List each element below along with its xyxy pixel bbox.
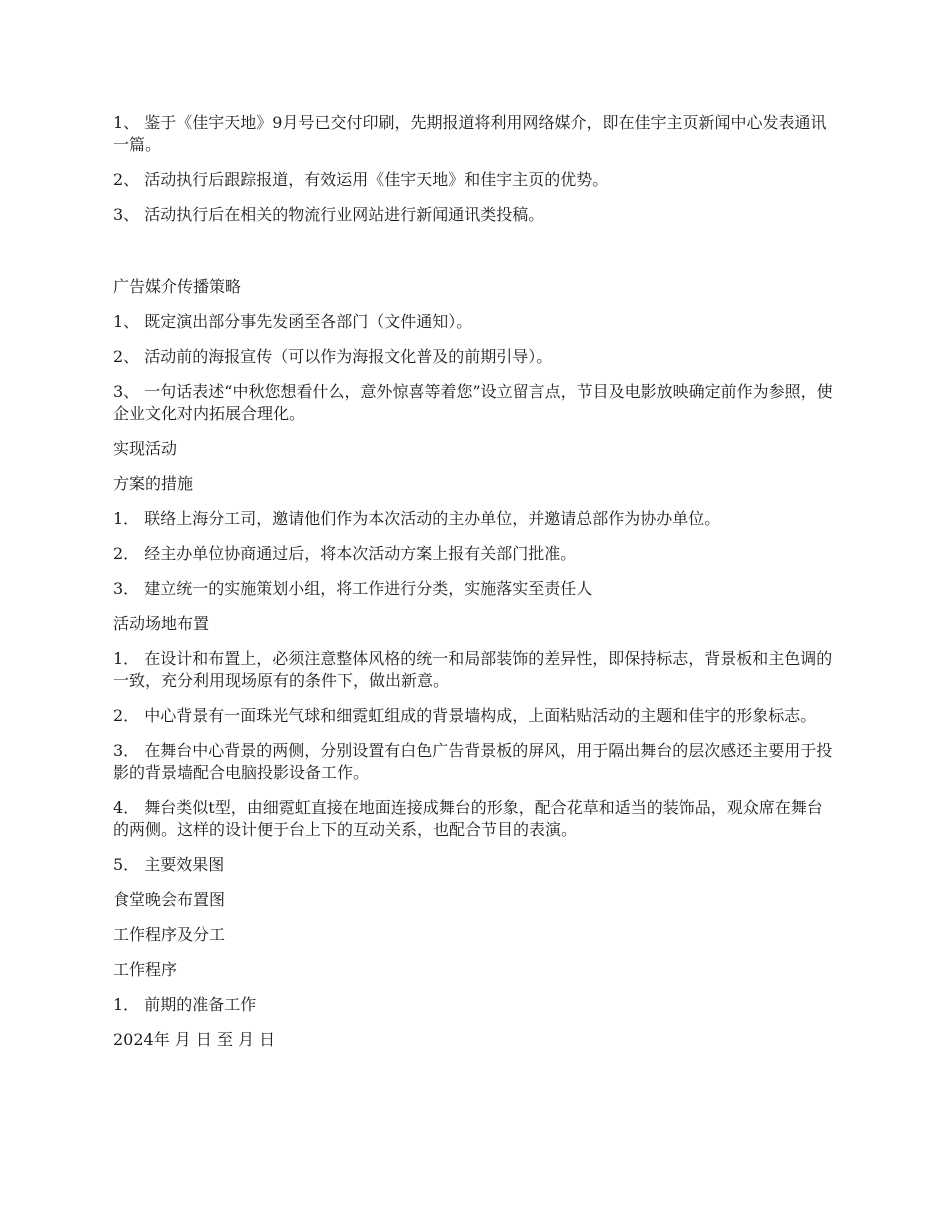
section-heading-canteen-layout: 食堂晚会布置图 bbox=[113, 890, 226, 909]
paragraph-report-2: 2、 活动执行后跟踪报道，有效运用《佳宇天地》和佳宇主页的优势。 bbox=[113, 170, 609, 189]
paragraph-measure-2: 2． 经主办单位协商通过后，将本次活动方案上报有关部门批准。 bbox=[113, 544, 577, 563]
section-heading-procedure: 工作程序 bbox=[113, 960, 178, 979]
paragraph-measure-3: 3． 建立统一的实施策划小组，将工作进行分类，实施落实至责任人 bbox=[113, 579, 593, 598]
paragraph-report-1: 1、 鉴于《佳宇天地》9月号已交付印刷，先期报道将利用网络媒介，即在佳宇主页新闻中心发表通讯一篇。 bbox=[113, 113, 827, 154]
paragraph-venue-5: 5． 主要效果图 bbox=[113, 855, 225, 874]
section-heading-measures: 方案的措施 bbox=[113, 474, 194, 493]
paragraph-venue-1: 1． 在设计和布置上，必须注意整体风格的统一和局部装饰的差异性，即保持标志，背景板和主色调的一致，充分利用现场原有的条件下，做出新意。 bbox=[113, 649, 833, 690]
section-heading-realize: 实现活动 bbox=[113, 439, 178, 458]
paragraph-report-3: 3、 活动执行后在相关的物流行业网站进行新闻通讯类投稿。 bbox=[113, 205, 545, 224]
section-heading-ad-media: 广告媒介传播策略 bbox=[113, 277, 242, 296]
paragraph-venue-3: 3． 在舞台中心背景的两侧，分别设置有白色广告背景板的屏风，用于隔出舞台的层次感还主要用于投影的背景墙配合电脑投影设备工作。 bbox=[113, 741, 833, 782]
paragraph-ad-3: 3、 一句话表述“中秋您想看什么，意外惊喜等着您”设立留言点，节目及电影放映确定前作为参照，使企业文化对内拓展合理化。 bbox=[113, 382, 833, 423]
paragraph-venue-2: 2． 中心背景有一面珠光气球和细霓虹组成的背景墙构成，上面粘贴活动的主题和佳宇的形象标志。 bbox=[113, 706, 817, 725]
document-body bbox=[113, 112, 838, 1051]
paragraph-date-range: 2024年 月 日 至 月 日 bbox=[113, 1030, 276, 1049]
paragraph-venue-4: 4． 舞台类似t型，由细霓虹直接在地面连接成舞台的形象，配合花草和适当的装饰品，观众席在舞台的两侧。这样的设计便于台上下的互动关系，也配合节目的表演。 bbox=[113, 798, 823, 839]
paragraph-ad-2: 2、 活动前的海报宣传（可以作为海报文化普及的前期引导）。 bbox=[113, 347, 553, 366]
paragraph-measure-1: 1． 联络上海分工司，邀请他们作为本次活动的主办单位，并邀请总部作为协办单位。 bbox=[113, 509, 721, 528]
section-heading-venue: 活动场地布置 bbox=[113, 614, 210, 633]
section-heading-procedure-division: 工作程序及分工 bbox=[113, 925, 226, 944]
paragraph-ad-1: 1、 既定演出部分事先发函至各部门（文件通知）。 bbox=[113, 312, 473, 331]
paragraph-procedure-1: 1． 前期的准备工作 bbox=[113, 995, 257, 1014]
